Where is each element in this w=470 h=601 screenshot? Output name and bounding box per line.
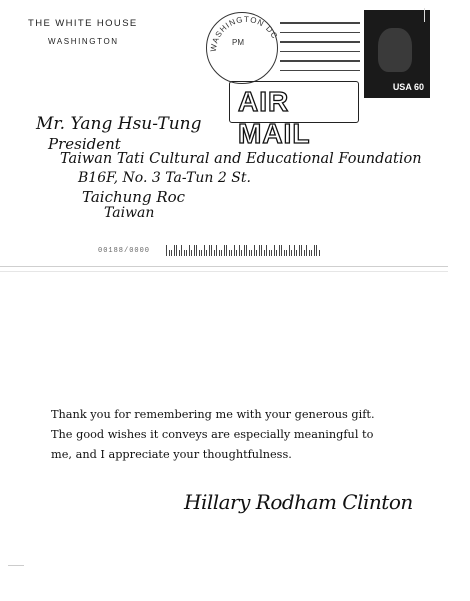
- barcode-bar: [281, 245, 282, 256]
- addressee-title: President: [48, 135, 121, 153]
- barcode-bar: [209, 245, 210, 256]
- barcode-bar: [256, 250, 257, 256]
- barcode-bar: [214, 250, 215, 256]
- barcode-bar: [254, 245, 255, 256]
- barcode-bar: [186, 250, 187, 256]
- barcode-bar: [314, 245, 315, 256]
- addressee-name: Mr. Yang Hsu-Tung: [36, 114, 202, 134]
- air-mail-box: [229, 81, 359, 149]
- svg-text:WASHINGTON DC: [209, 15, 280, 52]
- addressee-street: B16F, No. 3 Ta-Tun 2 St.: [78, 170, 251, 186]
- barcode-bar: [246, 245, 247, 256]
- barcode-bar: [261, 245, 262, 256]
- barcode-bar: [171, 250, 172, 256]
- barcode-bar: [286, 250, 287, 256]
- barcode-bar: [234, 245, 235, 256]
- barcode-bar: [271, 250, 272, 256]
- return-address-line-1: THE WHITE HOUSE: [28, 18, 138, 29]
- barcode-bar: [176, 245, 177, 256]
- barcode-bar: [221, 250, 222, 256]
- letter-line-2: The good wishes it conveys are especially meaningful to: [51, 428, 374, 441]
- barcode-bar: [301, 245, 302, 256]
- barcode-bar: [199, 250, 200, 256]
- barcode-bar: [306, 245, 307, 256]
- barcode-bar: [309, 250, 310, 256]
- stamp-portrait-icon: [378, 28, 412, 72]
- corner-mark: [424, 8, 425, 22]
- barcode-bar: [274, 245, 275, 256]
- barcode-bar: [279, 245, 280, 256]
- barcode-bar: [169, 250, 170, 256]
- barcode-bar: [316, 245, 317, 256]
- air-mail-label: AIR MAIL: [238, 86, 311, 149]
- postal-barcode: [166, 244, 320, 256]
- return-address-line-2: WASHINGTON: [48, 37, 119, 46]
- barcode-bar: [231, 250, 232, 256]
- postmark-time: PM: [232, 38, 244, 47]
- barcode-bar: [239, 245, 240, 256]
- barcode-bar: [194, 245, 195, 256]
- barcode-bar: [181, 245, 182, 256]
- routing-code: 00188/0000: [98, 247, 151, 255]
- barcode-bar: [249, 250, 250, 256]
- barcode-bar: [236, 250, 237, 256]
- return-address: [28, 18, 138, 46]
- barcode-bar: [251, 250, 252, 256]
- fold-line-shadow: [0, 271, 448, 272]
- signature: Hillary Rodham Clinton: [184, 490, 413, 514]
- barcode-bar: [289, 245, 290, 256]
- barcode-bar: [219, 250, 220, 256]
- barcode-bar: [226, 245, 227, 256]
- barcode-bar: [266, 245, 267, 256]
- letter-body: [51, 405, 431, 465]
- barcode-bar: [311, 250, 312, 256]
- barcode-bar: [299, 245, 300, 256]
- barcode-bar: [196, 245, 197, 256]
- barcode-bar: [211, 245, 212, 256]
- barcode-bar: [189, 245, 190, 256]
- barcode-bar: [276, 250, 277, 256]
- barcode-bar: [269, 250, 270, 256]
- barcode-bar: [229, 250, 230, 256]
- barcode-bar: [241, 250, 242, 256]
- barcode-bar: [216, 245, 217, 256]
- barcode-bar: [319, 250, 320, 256]
- addressee-organization: Taiwan Tati Cultural and Educational Foundation: [60, 151, 422, 167]
- barcode-bar: [284, 250, 285, 256]
- barcode-bar: [244, 245, 245, 256]
- fold-line: [0, 266, 448, 267]
- barcode-bar: [184, 250, 185, 256]
- barcode-bar: [201, 250, 202, 256]
- postage-stamp: [364, 10, 430, 98]
- barcode-bar: [174, 245, 175, 256]
- barcode-bar: [296, 250, 297, 256]
- addressee-city: Taichung Roc: [82, 188, 186, 206]
- barcode-bar: [294, 245, 295, 256]
- barcode-bar: [204, 245, 205, 256]
- stamp-denomination: USA 60: [392, 82, 424, 92]
- barcode-bar: [206, 250, 207, 256]
- barcode-bar: [264, 250, 265, 256]
- envelope-image: [0, 0, 470, 272]
- barcode-bar: [179, 250, 180, 256]
- letter-line-3: me, and I appreciate your thoughtfulness.: [51, 448, 292, 461]
- barcode-bar: [224, 245, 225, 256]
- barcode-bar: [191, 250, 192, 256]
- cancellation-lines: [280, 22, 360, 82]
- addressee-country: Taiwan: [104, 205, 155, 221]
- barcode-bar: [166, 245, 167, 256]
- postmark-text: WASHINGTON DC: [208, 14, 280, 53]
- page-mark: [8, 565, 24, 566]
- letter-line-1: Thank you for remembering me with your generous gift.: [51, 408, 375, 421]
- barcode-bar: [259, 245, 260, 256]
- barcode-bar: [304, 250, 305, 256]
- barcode-bar: [291, 250, 292, 256]
